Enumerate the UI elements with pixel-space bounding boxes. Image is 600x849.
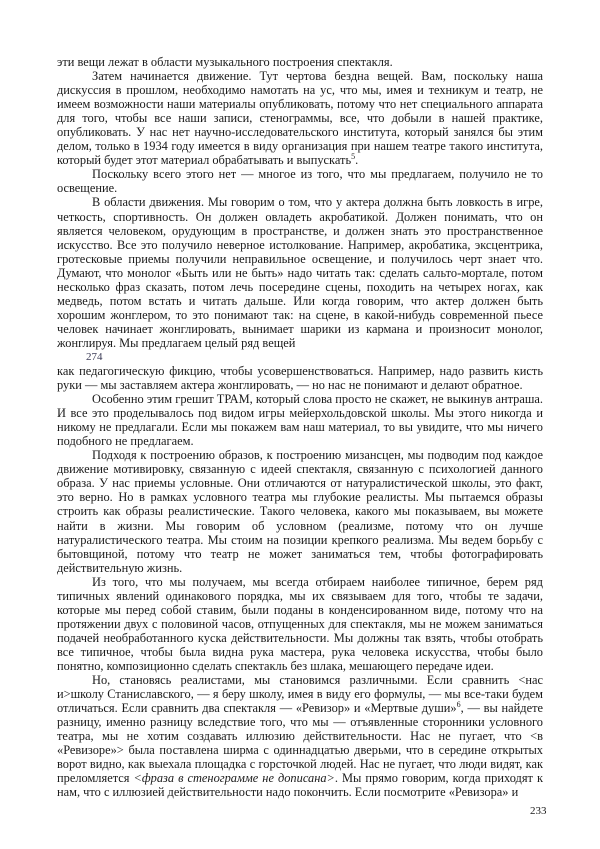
paragraph-continuation: эти вещи лежат в области музыкального построения спектакля. [57, 55, 393, 69]
footnote-ref-5[interactable]: 5 [351, 152, 356, 162]
paragraph-movement [57, 69, 543, 167]
paragraph-text-part1: Но, становясь реалистами, мы становимся различными. Если сравнить <нас и>школу Станиславского, — я беру школу, имея в виду его формулы, — мы все-таки будем отличаться. Если сравнить два спектакля — «Ревизор» и «Мертвые души» [57, 673, 543, 716]
paragraph-end: . [355, 153, 359, 168]
editorial-note: <фраза в стенограмме не дописана> [133, 771, 335, 786]
page-number: 233 [530, 805, 547, 817]
paragraph-text-part3: . Мы прямо говорим, когда приходят к нам, что с иллюзией действительности надо покончить. Если посмотрите «Ревизора» и [57, 771, 543, 800]
paragraph-text: Затем начинается движение. Тут чертова бездна вещей. Вам, поскольку наша дискуссия в прошлом, необходимо намотать на ус, что мы, имея и техникум и театр, не имеем возможности наши материалы опубликовать, потому что нет специального аппарата для того, чтобы все наши записи, стенограммы, все, что добыли в нашей практике, опубликовать. У нас нет научно-исследовательского института, который занялся бы этим делом, только в 1934 году имеется в виду организация при нашем театре такого института, который будет этот материал обрабатывать и выпускать [57, 69, 543, 168]
paragraph-tram: Особенно этим грешит ТРАМ, который слова просто не скажет, не выкинув антраша. И все это проделывалось под видом игры мейерхольдовской школы. Мы этого никогда и никому не предлагали. Если мы покажем вам наш материал, то вы увидите, что мы ничего подобного не предлагаем. [57, 392, 543, 449]
paragraph-movement-field: В области движения. Мы говорим о том, что у актера должна быть ловкость в игре, четкость, спортивность. Он должен овладеть акробатикой. Должен понимать, что он является человеком, орудующим в пространстве, и должен знать это пространственное искусство. Все это получило неверное истолкование. Например, акробатика, эксцентрика, гротесковые приемы получили неправильное освещение, и получилось черт знает что. Думают, что монолог «Быть или не быть» надо читать так: сделать сальто-мортале, потом несколько фраз сказать, потом лечь посередине сцены, походить на четырех ногах, как медведь, потом встать и читать дальше. Или когда говорим, что актер должен быть хорошим жонглером, то это понимают так: на сцене, в какой-нибудь современной пьесе человек начинает жонглировать, вынимает шарики из кармана и произносит монолог, жонглируя. Мы предлагаем целый ряд вещей [57, 195, 543, 350]
paragraph-realists [57, 673, 543, 799]
footnote-ref-6[interactable]: 6 [456, 699, 461, 709]
paragraph-text-part2: , — вы найдете разницу, именно разницу вследствие того, что мы — отъявленные сторонники условного театра, мы не хотим создавать иллюзию действительности. Нас не пугает, что <в «Ревизоре»> была поставлена ширма с одиннадцатью дверьми, что в середине открытых ворот видно, как выехала площадка с горсточкой людей. Нас не пугает, что люди видят, как преломляется [57, 701, 543, 786]
paragraph-typical: Из того, что мы получаем, мы всегда отбираем наиболее типичное, берем ряд типичных явлений одинакового порядка, мы их связываем для того, чтобы те задачи, которые мы перед собой ставим, были поданы в конденсированном виде, потому что на протяжении двух с половиной часов, отпущенных для спектакля, мы не можем заниматься подачей необработанного куска действительности. Мы должны так взять, чтобы отобрать все типичное, чтобы была видна рука мастера, рука человека искусства, чтобы было понятно, композиционно сделать спектакль без шлака, мешающего передаче идеи. [57, 574, 543, 673]
paragraph-images: Подходя к построению образов, к построению мизансцен, мы подводим под каждое движение мотивировку, связанную с идеей спектакля, связанную с психологией данного образа. У нас приемы условные. Они отличаются от натуралистической школы, это факт, это верно. Но в рамках условного театра мы глубокие реалисты. Мы пытаемся образы строить как образы реалистические. Такого человека, какого мы показываем, вы можете найти в жизни. Мы говорим об условном (реализме, потому что он лучше натуралистического театра. Мы стоим на позиции крепкого реализма. Мы ведем борьбу с бытовщиной, потому что театр не может заниматься тем, чтобы фотографировать действительную жизнь. [57, 448, 543, 575]
paragraph-lighting: Поскольку всего этого нет — многое из того, что мы предлагаем, получило не то освещение. [57, 167, 543, 196]
paragraph-pedagogic-fiction: как педагогическую фикцию, чтобы усовершенствоваться. Например, надо развить кисть руки — мы заставляем актера жонглировать, — но нас не понимают и делают обратное. [57, 363, 543, 393]
document-page [57, 55, 543, 799]
source-page-marker: 274 [86, 350, 103, 363]
